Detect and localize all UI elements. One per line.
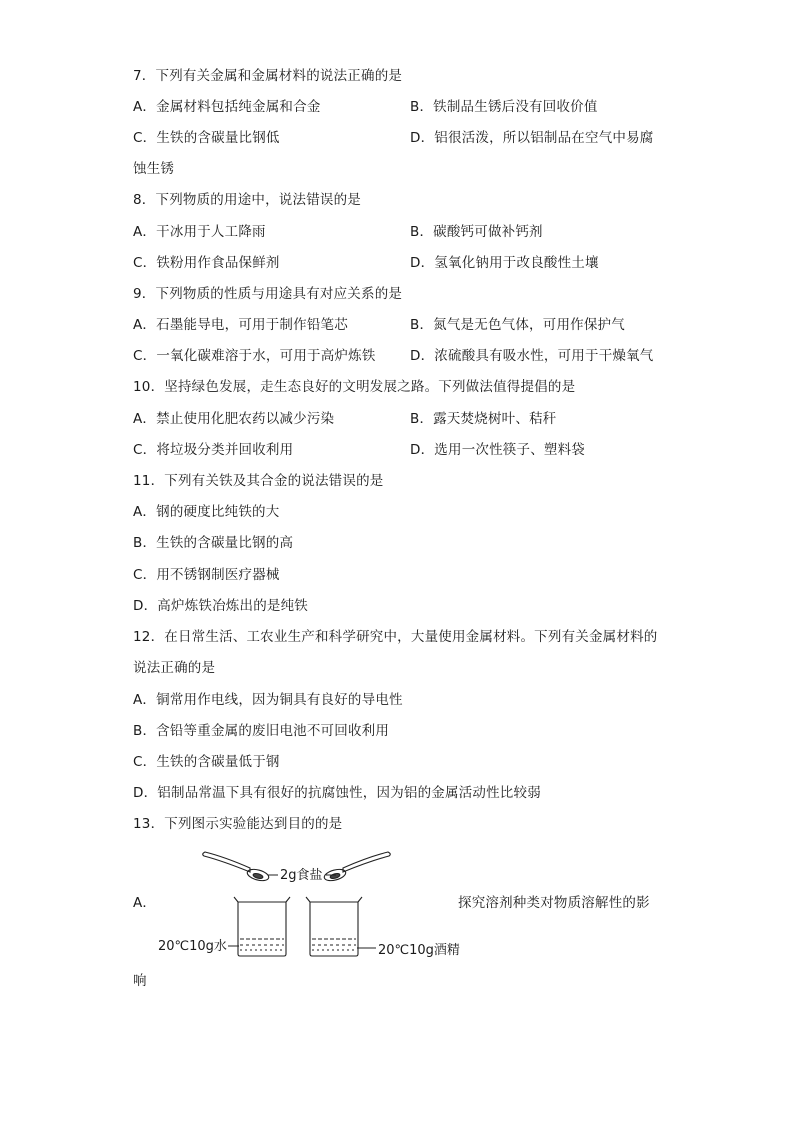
option-a: A．钢的硬度比纯铁的大 (133, 504, 280, 520)
option-b: B．生铁的含碳量比钢的高 (133, 535, 294, 551)
option-c: C．用不锈钢制医疗器械 (133, 567, 280, 583)
option-a-text: 探究溶剂种类对物质溶解性的影 (458, 895, 650, 911)
option-c: C．生铁的含碳量低于钢 (133, 754, 280, 770)
question-11-stem: 11．下列有关铁及其合金的说法错误的是 (133, 473, 384, 489)
option-b: B．铁制品生锈后没有回收价值 (410, 99, 598, 115)
option-c: C．一氧化碳难溶于水，可用于高炉炼铁 (133, 348, 376, 364)
option-a: A．禁止使用化肥农药以减少污染 (133, 411, 335, 427)
option-d: D．选用一次性筷子、塑料袋 (410, 442, 585, 458)
right-spatula-icon (323, 852, 390, 883)
option-b: B．含铅等重金属的废旧电池不可回收利用 (133, 723, 390, 739)
question-8-stem: 8．下列物质的用途中，说法错误的是 (133, 192, 361, 208)
option-b: B．碳酸钙可做补钙剂 (410, 224, 543, 240)
option-d: D．氢氧化钠用于改良酸性土壤 (410, 255, 599, 271)
option-b: B．氮气是无色气体，可用作保护气 (410, 317, 625, 333)
option-c: C．将垃圾分类并回收利用 (133, 442, 294, 458)
salt-label: 2g食盐 (280, 868, 323, 883)
water-label: 20℃10g水 (158, 939, 227, 954)
dissolution-experiment-figure (150, 842, 470, 967)
option-d: D．铝很活泼，所以铝制品在空气中易腐 (410, 130, 654, 146)
option-a-label: A． (133, 895, 157, 911)
question-12-stem-continuation: 说法正确的是 (133, 660, 216, 676)
left-spatula-icon (203, 852, 270, 883)
option-d-continuation: 蚀生锈 (133, 161, 175, 177)
option-a: A．金属材料包括纯金属和合金 (133, 99, 321, 115)
question-13-stem: 13．下列图示实验能达到目的的是 (133, 816, 343, 832)
question-7-stem: 7．下列有关金属和金属材料的说法正确的是 (133, 68, 403, 84)
option-a: A．铜常用作电线，因为铜具有良好的导电性 (133, 692, 403, 708)
option-c: C．铁粉用作食品保鲜剂 (133, 255, 280, 271)
left-beaker (234, 897, 290, 956)
alcohol-label: 20℃10g酒精 (378, 943, 460, 958)
option-a-continuation: 响 (133, 973, 147, 989)
right-beaker (306, 897, 362, 956)
question-9-stem: 9．下列物质的性质与用途具有对应关系的是 (133, 286, 403, 302)
option-d: D．浓硫酸具有吸水性，可用于干燥氧气 (410, 348, 654, 364)
option-c: C．生铁的含碳量比钢低 (133, 130, 280, 146)
option-a: A．干冰用于人工降雨 (133, 224, 266, 240)
question-12-stem: 12．在日常生活、工农业生产和科学研究中，大量使用金属材料。下列有关金属材料的 (133, 629, 658, 645)
option-d: D．高炉炼铁冶炼出的是纯铁 (133, 598, 308, 614)
option-b: B．露天焚烧树叶、秸秆 (410, 411, 557, 427)
question-10-stem: 10．坚持绿色发展，走生态良好的文明发展之路。下列做法值得提倡的是 (133, 379, 576, 395)
option-a: A．石墨能导电，可用于制作铅笔芯 (133, 317, 348, 333)
option-d: D．铝制品常温下具有很好的抗腐蚀性，因为铝的金属活动性比较弱 (133, 785, 541, 801)
